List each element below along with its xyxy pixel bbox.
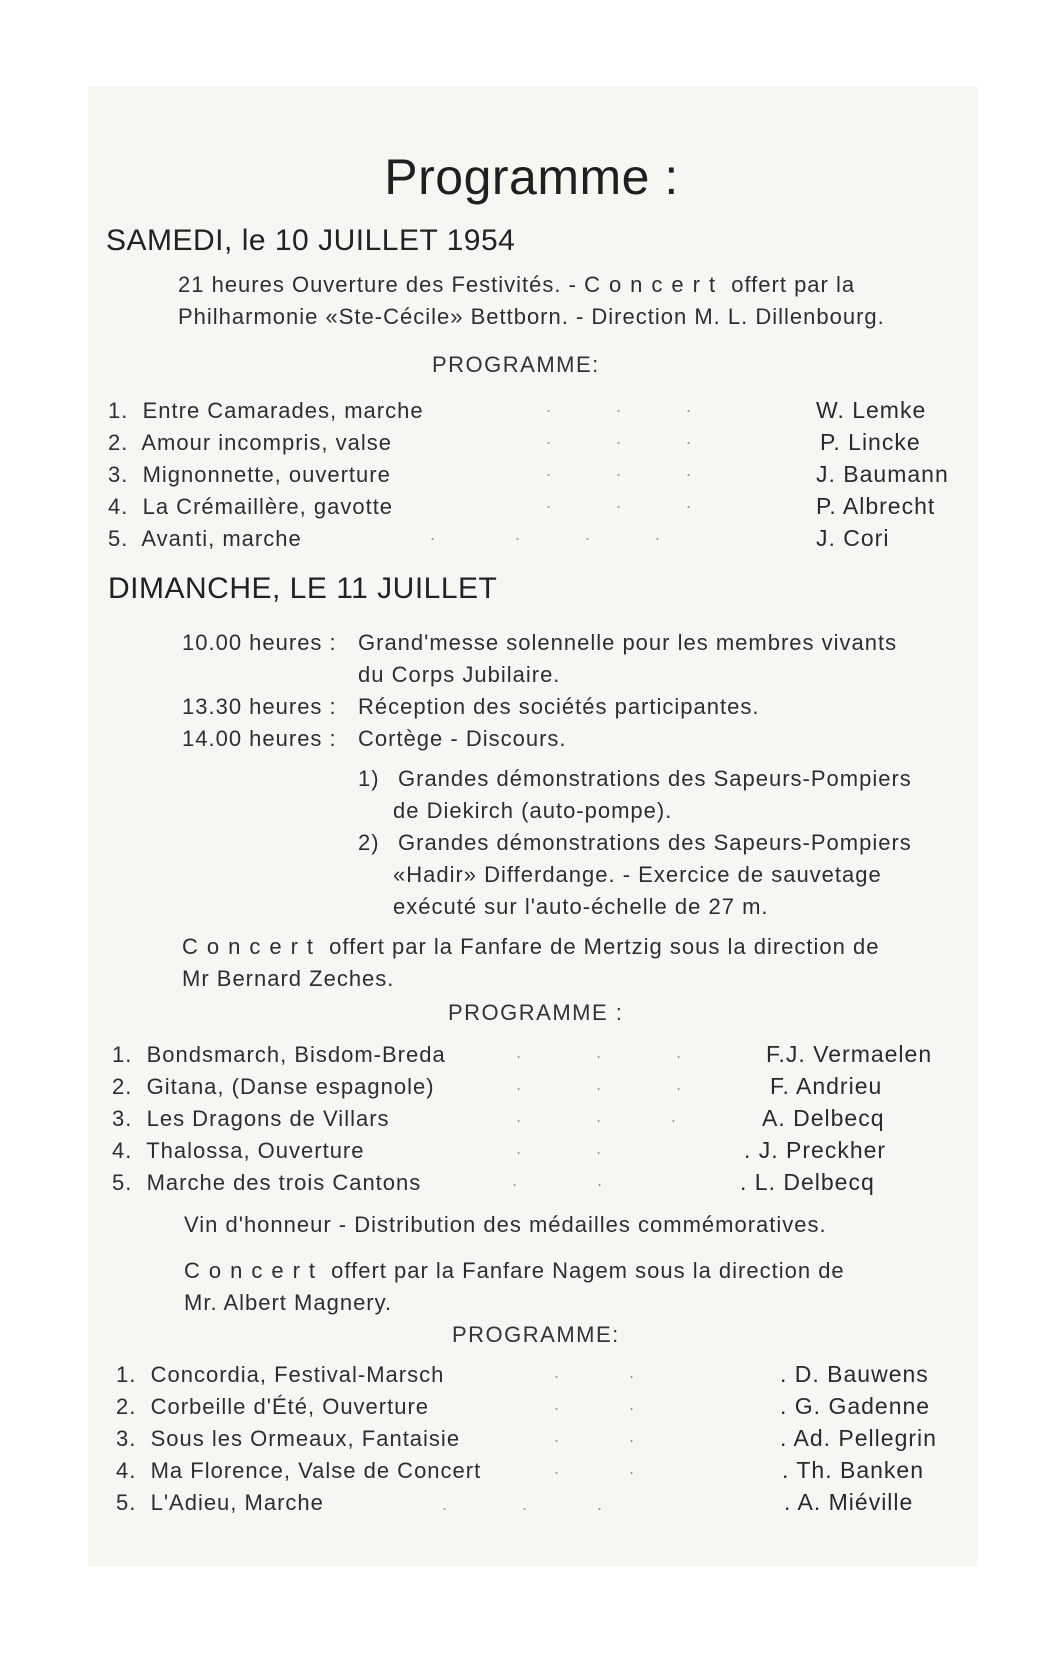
concert2-intro-line2: Mr. Albert Magnery. [184,1290,393,1315]
demo-number: 2) [358,830,380,855]
leader-dots: . . . [516,1042,682,1062]
composer: F.J. Vermaelen [766,1041,933,1067]
list-item: 4. Ma Florence, Valse de Concert [116,1458,482,1483]
leader-dots: . . [512,1170,603,1190]
list-item: 2. Corbeille d'Été, Ouverture [116,1394,430,1419]
composer: W. Lemke [816,397,927,423]
concert2-programme-label: PROGRAMME: [452,1322,620,1347]
leader-dots: . . [516,1138,602,1158]
concert1-intro-line2: Mr Bernard Zeches. [182,966,395,991]
leader-dots: . . [554,1394,635,1414]
composer: P. Lincke [820,429,921,455]
saturday-intro-line2: Philharmonie «Ste-Cécile» Bettborn. - Direction M. L. Dillenbourg. [178,304,885,329]
list-item: 1. Entre Camarades, marche [108,398,424,423]
composer: F. Andrieu [770,1073,883,1099]
saturday-intro-end: offert par la [724,272,856,297]
demo-line: «Hadir» Differdange. - Exercice de sauvetage [393,862,882,887]
concert2-intro-rest: offert par la Fanfare Nagem sous la direction de [324,1258,845,1283]
leader-dots: . . . [546,396,692,416]
concert1-programme-label: PROGRAMME : [448,1000,624,1025]
concert2-intro-line1 [184,1258,845,1284]
page-title: Programme : [384,149,679,205]
leader-dots: . . [554,1458,635,1478]
saturday-intro-concert-word: Concert [584,272,725,297]
composer: . G. Gadenne [780,1393,931,1419]
list-item: 3. Les Dragons de Villars [112,1106,390,1131]
concert1-concert-word: Concert [182,934,323,959]
leader-dots: . . . [442,1494,603,1514]
concert2-concert-word: Concert [184,1258,325,1283]
concert1-intro-rest: offert par la Fanfare de Mertzig sous la direction de [322,934,880,959]
composer: A. Delbecq [762,1105,885,1131]
saturday-intro-line1 [178,272,958,298]
list-item: 5. L'Adieu, Marche [116,1490,324,1515]
schedule-time: 13.30 heures : [182,694,337,719]
concert1-intro-line1 [182,934,879,960]
list-item: 2. Amour incompris, valse [108,430,393,455]
composer: . Ad. Pellegrin [780,1425,937,1451]
saturday-heading: SAMEDI, le 10 JUILLET 1954 [106,224,516,257]
schedule-text-continued: du Corps Jubilaire. [358,662,561,687]
leader-dots: . . [554,1362,635,1382]
list-item: 1. Concordia, Festival-Marsch [116,1362,445,1387]
list-item: 3. Sous les Ormeaux, Fantaisie [116,1426,461,1451]
leader-dots: . . . [546,460,692,480]
sunday-heading: DIMANCHE, LE 11 JUILLET [108,572,498,605]
list-item: 3. Mignonnette, ouverture [108,462,391,487]
schedule-text: Réception des sociétés participantes. [358,694,760,719]
leader-dots: . . . [546,492,692,512]
leader-dots: . . . . [430,524,661,544]
list-item: 4. La Crémaillère, gavotte [108,494,394,519]
leader-dots: . . . [516,1074,682,1094]
leader-dots: . . . [546,428,692,448]
list-item: 1. Bondsmarch, Bisdom-Breda [112,1042,446,1067]
schedule-text: Cortège - Discours. [358,726,567,751]
demo-line: Grandes démonstrations des Sapeurs-Pompiers [398,830,912,855]
schedule-text: Grand'messe solennelle pour les membres vivants [358,630,898,655]
composer: . Th. Banken [782,1457,924,1483]
list-item: 4. Thalossa, Ouverture [112,1138,365,1163]
composer: . A. Miéville [784,1489,914,1515]
demo-line: Grandes démonstrations des Sapeurs-Pompiers [398,766,912,791]
composer: P. Albrecht [816,493,936,519]
vin-d-honneur: Vin d'honneur - Distribution des médailles commémoratives. [184,1212,827,1237]
list-item: 5. Avanti, marche [108,526,302,551]
composer: . D. Bauwens [780,1361,929,1387]
schedule-time: 14.00 heures : [182,726,337,751]
demo-line: de Diekirch (auto-pompe). [393,798,673,823]
saturday-intro-start: 21 heures Ouverture des Festivités. - [178,272,585,297]
leader-dots: . . . [516,1106,677,1126]
schedule-time: 10.00 heures : [182,630,337,655]
composer: J. Baumann [816,461,949,487]
demo-number: 1) [358,766,380,791]
demo-line: exécuté sur l'auto-échelle de 27 m. [393,894,769,919]
list-item: 5. Marche des trois Cantons [112,1170,422,1195]
composer: J. Cori [816,525,890,551]
composer: . J. Preckher [744,1137,887,1163]
composer: . L. Delbecq [740,1169,875,1195]
leader-dots: . . [554,1426,635,1446]
saturday-programme-label: PROGRAMME: [432,352,600,377]
list-item: 2. Gitana, (Danse espagnole) [112,1074,435,1099]
